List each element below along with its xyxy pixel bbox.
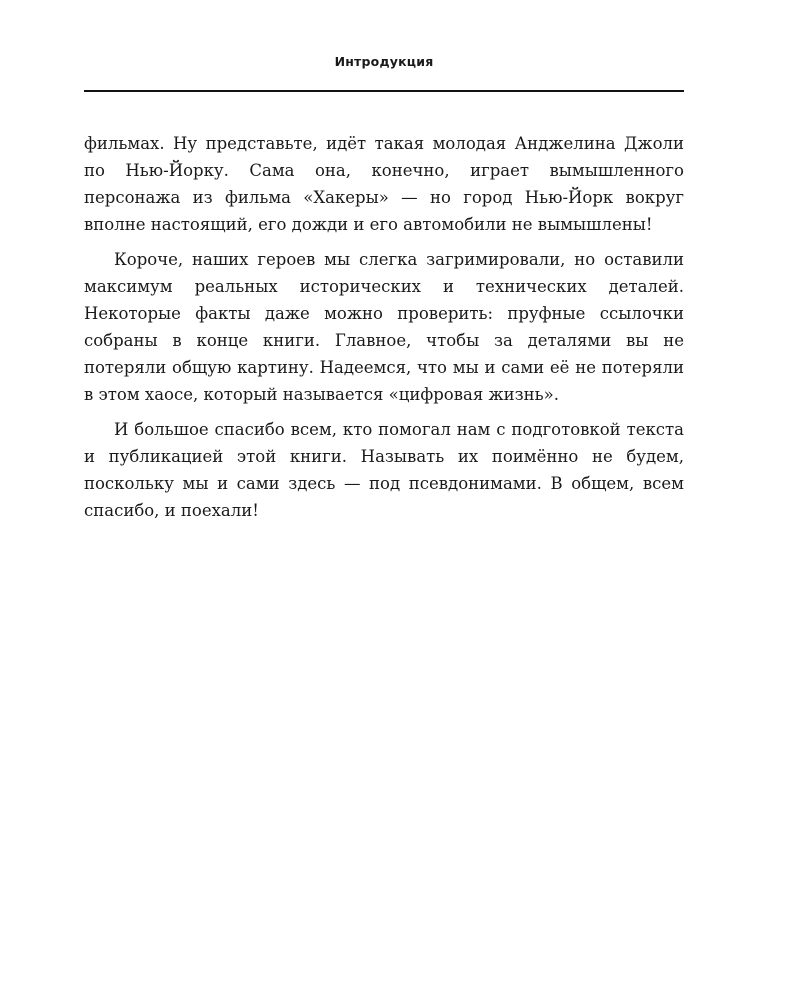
paragraph-3: И большое спасибо всем, кто помогал нам с подготовкой текста и публикацией этой книги. Называть их поимённо не будем, поскольку мы и сами здесь — под псевдонимами. В общем, всем спасибо, и поехали! [84, 420, 684, 520]
paragraph-1: фильмах. Ну представьте, идёт такая молодая Анджелина Джоли по Нью-Йорку. Сама она, конечно, играет вымышленного персонажа из фильма «Хакеры» — но город Нью-Йорк вокруг вполне настоящий, его дожди и его автомобили не вымышлены! [84, 134, 684, 234]
paragraph-2: Короче, наших героев мы слегка загримировали, но оставили максимум реальных исторических и технических деталей. Некоторые факты даже можно проверить: пруфные ссылочки собраны в конце книги. Главное, чтобы за деталями вы не потеряли общую картину. Надеемся, что мы и сами её не потеряли в этом хаосе, который называется «цифровая жизнь». [84, 250, 684, 404]
body-text [84, 130, 684, 532]
header-divider [84, 90, 684, 92]
running-head-title: Интродукция [334, 54, 434, 69]
